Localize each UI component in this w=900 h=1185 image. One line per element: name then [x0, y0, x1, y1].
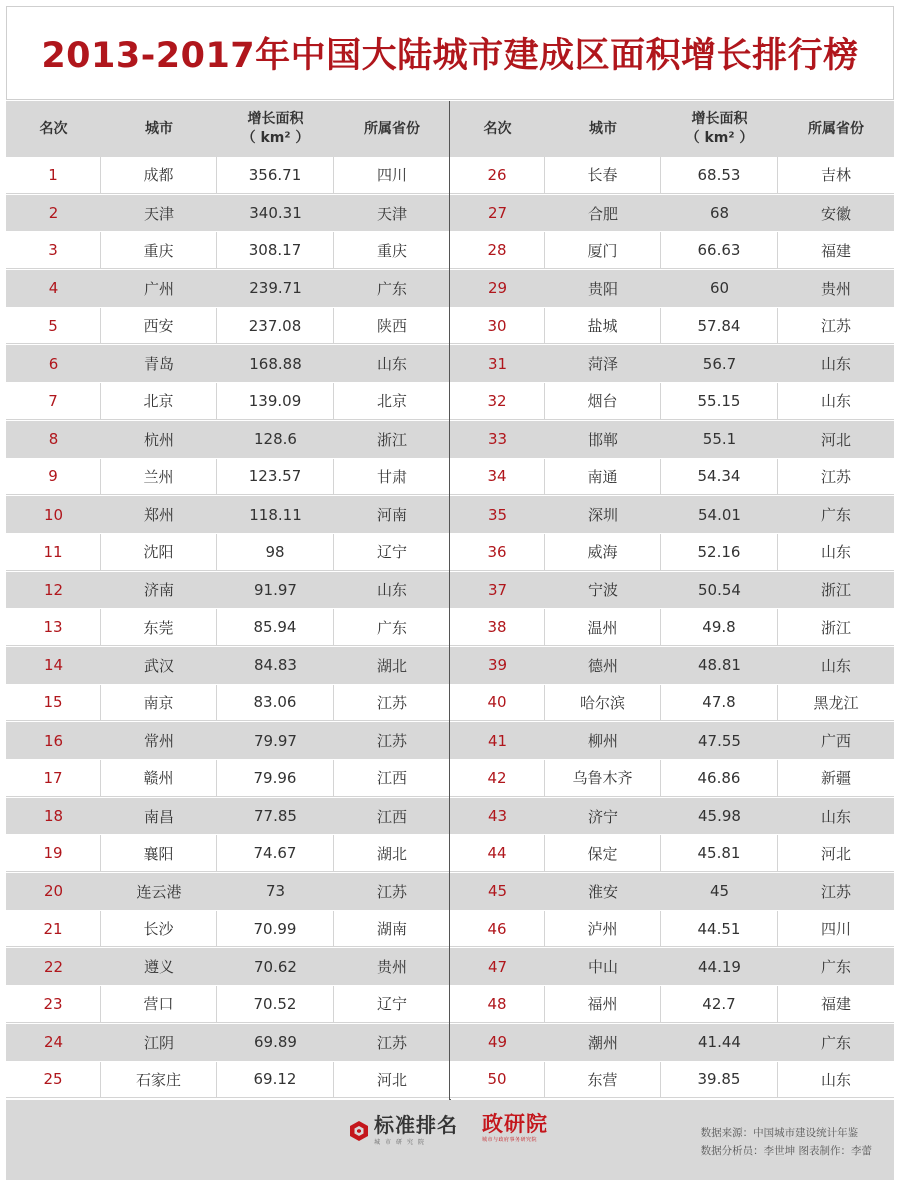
cell-area: 44.19: [698, 957, 741, 976]
cell-area: 83.06: [217, 685, 334, 722]
cell-rank: 15: [6, 685, 101, 722]
logo2-subtext: 城市与政府事务研究院: [482, 1137, 538, 1143]
cell-province: 陕西: [334, 308, 450, 345]
cell-province: 江苏: [376, 732, 407, 751]
cell-city: 赣州: [101, 760, 217, 797]
logo-mark-icon: [348, 1120, 370, 1142]
cell-area: 47.55: [698, 731, 741, 750]
table-row: [450, 496, 894, 534]
table-row: [6, 609, 450, 647]
cell-city: 德州: [587, 656, 618, 675]
table-column-left: [6, 101, 450, 1099]
cell-province: 江苏: [376, 882, 407, 901]
cell-province: 浙江: [376, 430, 407, 449]
cell-city: 郑州: [143, 506, 174, 525]
cell-province: 江苏: [778, 459, 894, 496]
cell-province: 重庆: [334, 232, 450, 269]
cell-area: 52.16: [661, 534, 778, 571]
cell-city: 潮州: [587, 1033, 618, 1052]
data-source: 数据来源：中国城市建设统计年鉴: [700, 1127, 859, 1139]
cell-province: 湖南: [334, 911, 450, 948]
table-body-left: [6, 157, 450, 1099]
cell-city: 西安: [101, 308, 217, 345]
cell-city: 广州: [143, 279, 174, 298]
cell-area: 308.17: [217, 232, 334, 269]
cell-rank: 18: [43, 807, 64, 826]
cell-rank: 9: [6, 459, 101, 496]
cell-province: 辽宁: [334, 986, 450, 1023]
cell-city: 泸州: [545, 911, 661, 948]
table-row: [6, 270, 450, 308]
cell-province: 河北: [334, 1062, 450, 1099]
cell-area: 79.96: [217, 760, 334, 797]
cell-province: 江西: [334, 760, 450, 797]
cell-rank: 43: [487, 807, 508, 826]
table-row: [6, 911, 450, 949]
table-column-right: [450, 101, 894, 1099]
cell-rank: 49: [487, 1033, 508, 1052]
cell-area: 45.98: [698, 807, 741, 826]
table-row: [6, 760, 450, 798]
cell-rank: 21: [6, 911, 101, 948]
logo-biaozhun: [348, 1115, 458, 1146]
cell-city: 保定: [545, 835, 661, 872]
table-row: [6, 496, 450, 534]
cell-rank: 47: [487, 957, 508, 976]
cell-area: 41.44: [698, 1033, 741, 1052]
logo-zhengyanyuan: [482, 1113, 548, 1143]
cell-area: 55.1: [702, 430, 737, 449]
cell-rank: 26: [450, 157, 545, 194]
cell-province: 湖北: [376, 656, 407, 675]
cell-area: 49.8: [661, 609, 778, 646]
cell-city: 南京: [101, 685, 217, 722]
cell-area: 55.15: [661, 383, 778, 420]
cell-city: 天津: [143, 204, 174, 223]
table-row: [450, 722, 894, 760]
header-area-line2: （ km² ）: [241, 130, 310, 146]
header-area: [661, 101, 778, 157]
cell-city: 青岛: [143, 355, 174, 374]
cell-province: 山东: [820, 656, 851, 675]
cell-area: 237.08: [217, 308, 334, 345]
cell-area: 60: [709, 279, 730, 298]
cell-area: 77.85: [254, 807, 297, 826]
cell-rank: 42: [450, 760, 545, 797]
cell-city: 北京: [101, 383, 217, 420]
cell-rank: 48: [450, 986, 545, 1023]
cell-rank: 7: [6, 383, 101, 420]
cell-province: 河南: [376, 506, 407, 525]
footer: [6, 1100, 894, 1180]
header-city: 城市: [589, 120, 617, 137]
cell-city: 长春: [545, 157, 661, 194]
cell-rank: 24: [43, 1033, 64, 1052]
table-row: [450, 948, 894, 986]
cell-province: 湖北: [334, 835, 450, 872]
cell-rank: 37: [487, 580, 508, 599]
cell-area: 118.11: [249, 505, 302, 524]
logo-subtext: 城市研究院: [374, 1139, 430, 1146]
cell-province: 河北: [778, 835, 894, 872]
cell-city: 南通: [545, 459, 661, 496]
cell-city: 威海: [545, 534, 661, 571]
table-row: [6, 572, 450, 610]
cell-city: 成都: [101, 157, 217, 194]
cell-area: 39.85: [661, 1062, 778, 1099]
table-row: [450, 835, 894, 873]
cell-province: 黑龙江: [778, 685, 894, 722]
cell-city: 东莞: [101, 609, 217, 646]
table-row: [450, 986, 894, 1024]
cell-rank: 28: [450, 232, 545, 269]
cell-city: 中山: [587, 958, 618, 977]
cell-rank: 23: [6, 986, 101, 1023]
cell-province: 江苏: [820, 882, 851, 901]
cell-area: 42.7: [661, 986, 778, 1023]
cell-province: 山东: [820, 807, 851, 826]
header-area: [217, 101, 334, 157]
cell-rank: 17: [6, 760, 101, 797]
cell-rank: 14: [43, 656, 64, 675]
credits: [701, 1124, 872, 1160]
table-row: [450, 1024, 894, 1062]
cell-rank: 8: [48, 430, 59, 449]
cell-city: 合肥: [587, 204, 618, 223]
cell-rank: 20: [43, 882, 64, 901]
cell-rank: 38: [450, 609, 545, 646]
cell-city: 江阴: [143, 1033, 174, 1052]
cell-province: 江苏: [778, 308, 894, 345]
cell-province: 吉林: [778, 157, 894, 194]
cell-area: 239.71: [249, 279, 302, 298]
table-row: [450, 760, 894, 798]
table-row: [450, 1062, 894, 1100]
cell-city: 邯郸: [587, 430, 618, 449]
cell-rank: 16: [43, 731, 64, 750]
table-header: [450, 101, 894, 157]
header-rank: 名次: [39, 120, 68, 137]
ranking-table: [6, 101, 894, 1100]
table-row: [450, 270, 894, 308]
cell-province: 山东: [376, 581, 407, 600]
cell-area: 84.83: [254, 656, 297, 675]
cell-area: 70.62: [254, 957, 297, 976]
cell-area: 54.01: [698, 505, 741, 524]
cell-area: 68: [709, 204, 730, 223]
cell-province: 贵州: [376, 958, 407, 977]
cell-rank: 44: [450, 835, 545, 872]
cell-province: 天津: [376, 204, 407, 223]
table-row: [6, 459, 450, 497]
cell-rank: 19: [6, 835, 101, 872]
cell-province: 山东: [778, 1062, 894, 1099]
table-body-right: [450, 157, 894, 1099]
cell-area: 54.34: [661, 459, 778, 496]
cell-province: 山东: [778, 383, 894, 420]
cell-rank: 12: [43, 580, 64, 599]
cell-city: 菏泽: [587, 355, 618, 374]
cell-city: 盐城: [545, 308, 661, 345]
cell-area: 70.52: [217, 986, 334, 1023]
cell-rank: 46: [450, 911, 545, 948]
cell-rank: 6: [48, 354, 59, 373]
cell-area: 48.81: [698, 656, 741, 675]
cell-rank: 2: [48, 204, 59, 223]
header-province: 所属省份: [364, 120, 420, 137]
cell-province: 四川: [778, 911, 894, 948]
cell-area: 85.94: [217, 609, 334, 646]
table-row: [450, 308, 894, 346]
cell-rank: 50: [450, 1062, 545, 1099]
cell-city: 东营: [545, 1062, 661, 1099]
header-area-line1: 增长面积: [691, 111, 748, 127]
cell-province: 甘肃: [334, 459, 450, 496]
cell-area: 73: [265, 882, 286, 901]
cell-area: 56.7: [702, 354, 737, 373]
table-row: [6, 232, 450, 270]
table-row: [450, 195, 894, 233]
header-area-line1: 增长面积: [247, 111, 304, 127]
cell-province: 江苏: [334, 685, 450, 722]
cell-city: 福州: [545, 986, 661, 1023]
table-row: [6, 986, 450, 1024]
header-city: 城市: [145, 120, 173, 137]
cell-province: 广东: [376, 279, 407, 298]
cell-province: 福建: [778, 986, 894, 1023]
cell-area: 69.12: [217, 1062, 334, 1099]
table-row: [6, 873, 450, 911]
cell-area: 340.31: [249, 204, 302, 223]
cell-province: 广东: [820, 1033, 851, 1052]
cell-city: 贵阳: [587, 279, 618, 298]
cell-area: 50.54: [698, 580, 741, 599]
cell-city: 营口: [101, 986, 217, 1023]
logo-text: 标准排名: [374, 1113, 458, 1137]
cell-rank: 36: [450, 534, 545, 571]
cell-city: 深圳: [587, 506, 618, 525]
cell-rank: 5: [6, 308, 101, 345]
cell-city: 济宁: [587, 807, 618, 826]
cell-rank: 35: [487, 505, 508, 524]
cell-rank: 41: [487, 731, 508, 750]
cell-rank: 34: [450, 459, 545, 496]
table-row: [6, 1024, 450, 1062]
cell-province: 广东: [334, 609, 450, 646]
cell-area: 139.09: [217, 383, 334, 420]
cell-province: 江西: [376, 807, 407, 826]
cell-province: 安徽: [820, 204, 851, 223]
table-row: [450, 873, 894, 911]
cell-rank: 30: [450, 308, 545, 345]
cell-area: 91.97: [254, 580, 297, 599]
table-row: [6, 308, 450, 346]
cell-province: 山东: [778, 534, 894, 571]
cell-city: 宁波: [587, 581, 618, 600]
table-row: [450, 685, 894, 723]
cell-rank: 29: [487, 279, 508, 298]
table-row: [6, 345, 450, 383]
table-row: [6, 722, 450, 760]
header-area-line2: （ km² ）: [685, 130, 754, 146]
cell-city: 襄阳: [101, 835, 217, 872]
title-bar: [6, 6, 894, 100]
cell-area: 45: [709, 882, 730, 901]
cell-area: 47.8: [661, 685, 778, 722]
cell-rank: 40: [450, 685, 545, 722]
cell-rank: 1: [6, 157, 101, 194]
cell-rank: 22: [43, 957, 64, 976]
cell-area: 68.53: [661, 157, 778, 194]
cell-area: 168.88: [249, 354, 302, 373]
page-title: 2013-2017年中国大陆城市建成区面积增长排行榜: [41, 36, 859, 76]
cell-rank: 33: [487, 430, 508, 449]
cell-province: 广东: [820, 958, 851, 977]
cell-area: 57.84: [661, 308, 778, 345]
cell-city: 温州: [545, 609, 661, 646]
cell-city: 厦门: [545, 232, 661, 269]
cell-area: 79.97: [254, 731, 297, 750]
table-row: [6, 685, 450, 723]
cell-province: 江苏: [376, 1033, 407, 1052]
cell-city: 重庆: [101, 232, 217, 269]
table-header: [6, 101, 450, 157]
cell-province: 福建: [778, 232, 894, 269]
cell-area: 128.6: [254, 430, 297, 449]
cell-city: 柳州: [587, 732, 618, 751]
cell-area: 66.63: [661, 232, 778, 269]
cell-rank: 32: [450, 383, 545, 420]
table-row: [6, 798, 450, 836]
table-row: [450, 609, 894, 647]
cell-province: 山东: [820, 355, 851, 374]
cell-city: 乌鲁木齐: [545, 760, 661, 797]
table-row: [450, 647, 894, 685]
cell-rank: 10: [43, 505, 64, 524]
table-row: [6, 157, 450, 195]
cell-rank: 13: [6, 609, 101, 646]
cell-city: 杭州: [143, 430, 174, 449]
cell-province: 辽宁: [334, 534, 450, 571]
table-row: [6, 195, 450, 233]
cell-area: 44.51: [661, 911, 778, 948]
cell-city: 遵义: [143, 958, 174, 977]
header-province: 所属省份: [808, 120, 864, 137]
cell-city: 长沙: [101, 911, 217, 948]
cell-city: 烟台: [545, 383, 661, 420]
cell-city: 南昌: [143, 807, 174, 826]
cell-rank: 45: [487, 882, 508, 901]
cell-province: 浙江: [778, 609, 894, 646]
table-row: [6, 1062, 450, 1100]
cell-area: 123.57: [217, 459, 334, 496]
table-row: [450, 345, 894, 383]
table-row: [6, 835, 450, 873]
cell-province: 浙江: [820, 581, 851, 600]
cell-city: 淮安: [587, 882, 618, 901]
logo2-text: 政研院: [482, 1112, 548, 1136]
cell-province: 新疆: [778, 760, 894, 797]
cell-province: 广西: [820, 732, 851, 751]
cell-rank: 27: [487, 204, 508, 223]
table-row: [450, 798, 894, 836]
table-row: [6, 421, 450, 459]
header-rank: 名次: [483, 120, 512, 137]
cell-city: 沈阳: [101, 534, 217, 571]
cell-rank: 25: [6, 1062, 101, 1099]
data-credits: 数据分析员：李世坤 图表制作：李蕾: [700, 1145, 872, 1157]
cell-city: 兰州: [101, 459, 217, 496]
cell-city: 连云港: [136, 882, 182, 901]
cell-rank: 3: [6, 232, 101, 269]
table-row: [6, 383, 450, 421]
cell-area: 46.86: [661, 760, 778, 797]
table-row: [450, 232, 894, 270]
table-row: [450, 534, 894, 572]
table-row: [6, 534, 450, 572]
cell-rank: 39: [487, 656, 508, 675]
table-row: [450, 911, 894, 949]
cell-area: 69.89: [254, 1033, 297, 1052]
cell-province: 广东: [820, 506, 851, 525]
table-row: [6, 948, 450, 986]
table-row: [6, 647, 450, 685]
cell-area: 74.67: [217, 835, 334, 872]
cell-area: 98: [217, 534, 334, 571]
cell-area: 70.99: [217, 911, 334, 948]
cell-area: 356.71: [217, 157, 334, 194]
cell-city: 济南: [143, 581, 174, 600]
cell-rank: 31: [487, 354, 508, 373]
cell-province: 北京: [334, 383, 450, 420]
cell-city: 武汉: [143, 656, 174, 675]
table-row: [450, 157, 894, 195]
table-row: [450, 383, 894, 421]
cell-rank: 4: [48, 279, 59, 298]
table-row: [450, 459, 894, 497]
cell-city: 哈尔滨: [545, 685, 661, 722]
table-row: [450, 572, 894, 610]
cell-province: 四川: [334, 157, 450, 194]
cell-area: 45.81: [661, 835, 778, 872]
cell-province: 山东: [376, 355, 407, 374]
cell-rank: 11: [6, 534, 101, 571]
cell-province: 贵州: [820, 279, 851, 298]
table-row: [450, 421, 894, 459]
cell-city: 常州: [143, 732, 174, 751]
cell-province: 河北: [820, 430, 851, 449]
cell-city: 石家庄: [101, 1062, 217, 1099]
